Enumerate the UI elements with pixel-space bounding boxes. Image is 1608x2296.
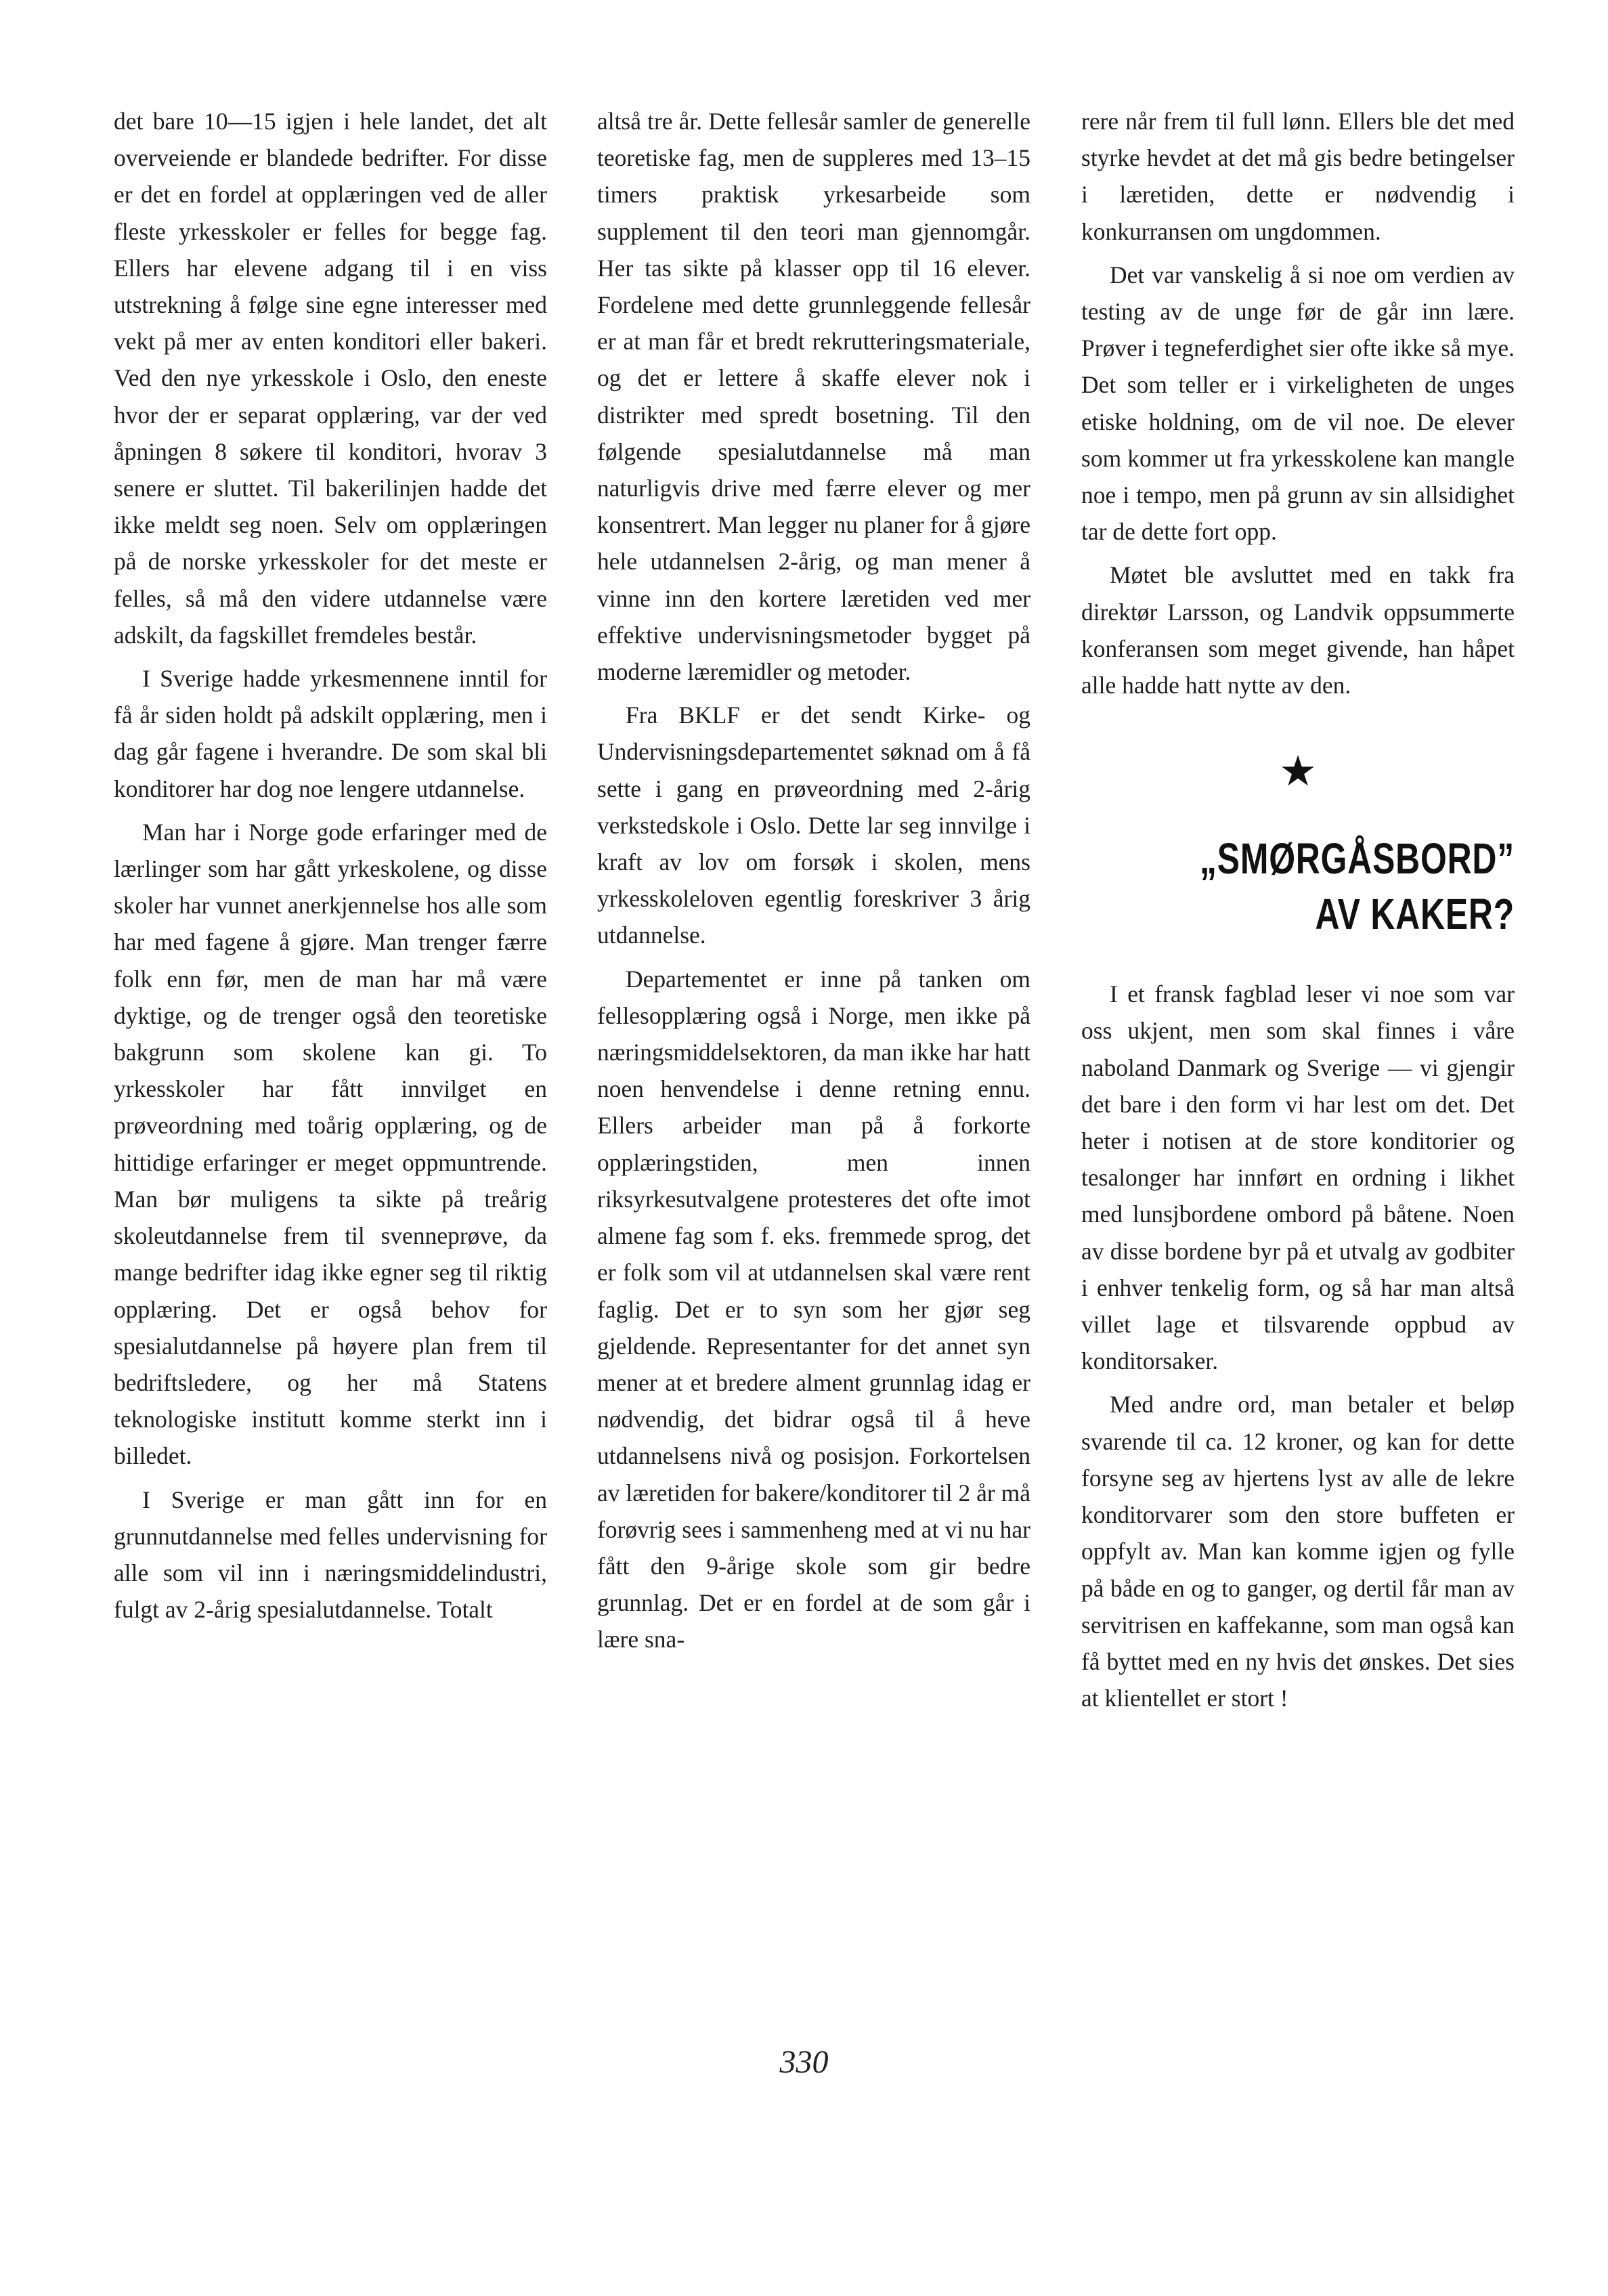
text-column-right	[1081, 103, 1515, 1716]
paragraph: Det var vanskelig å si noe om verdien av testing av de unge før de går inn lære. Prøver i tegneferdighet sier ofte ikke så mye. Det som teller er i virkeligheten de unges etiske holdning, om de vil noe. De elever som kommer ut fra yrkesskolene kan mangle noe i tempo, men på grunn av sin allsidighet tar de dette fort opp.	[1081, 261, 1515, 546]
paragraph: rere når frem til full lønn. Ellers ble det med styrke hevdet at det må gis bedre betingelser i læretiden, dette er nødvendig i konkurransen om ungdommen.	[1081, 108, 1515, 245]
paragraph: Man har i Norge gode erfaringer med de lærlinger som har gått yrkeskolene, og disse skoler har vunnet anerkjennelse hos alle som har med fagene å gjøre. Man trenger færre folk enn før, men de man har må være dyktige, og de trenger også den teoretiske bakgrunn som skolene kan gi. To yrkesskoler har fått innvilget en prøveordning med toårig opplæring, og de hittidige erfaringer er meget oppmuntrende. Man bør muligens ta sikte på treårig skoleutdannelse frem til svenneprøve, da mange bedrifter idag ikke egner seg til riktig opplæring. Det er også behov for spesialutdannelse på høyere plan frem til bedriftsledere, og her må Statens teknologiske institutt komme sterkt inn i billedet.	[114, 818, 547, 1470]
paragraph: altså tre år. Dette fellesår samler de generelle teoretiske fag, men de suppleres med 13–15 timers praktisk yrkesarbeide som supplement til den teori man gjennomgår. Her tas sikte på klasser opp til 16 elever. Fordelene med dette grunnleggende fellesår er at man får et bredt rekrutteringsmateriale, og det er lettere å skaffe elever nok i distrikter med spredt bosetning. Til den følgende spesialutdannelse må man naturligvis drive med færre elever og mer konsentrert. Man legger nu planer for å gjøre hele utdannelsen 2-årig, og man mener å vinne inn den kortere læretiden ved mer effektive undervisningsmetoder bygget på moderne læremidler og metoder.	[597, 108, 1030, 686]
article-heading	[1177, 831, 1515, 942]
article-paragraph: Med andre ord, man betaler et beløp svarende til ca. 12 kroner, og kan for dette forsyne seg av hjertens lyst av alle de lekre konditorvarer som den store buffeten er oppfylt av. Man kan komme igjen og fylle på både en og to ganger, og dertil får man av servitrisen en kaffekanne, som man også kan få byttet med en ny hvis det ønskes. Det sies at klientellet er stort !	[1081, 1391, 1515, 1712]
text-column-left	[114, 103, 547, 1628]
article-heading-line-2: AV KAKER?	[1315, 890, 1515, 939]
article-paragraph: I et fransk fagblad leser vi noe som var oss ukjent, men som skal finnes i våre naboland Danmark og Sverige — vi gjengir det bare i den form vi har lest om det. Det heter i notisen at de store konditorier og tesalonger har innført en ordning i likhet med lunsjbordene ombord på båtene. Noen av disse bordene byr på et utvalg av godbiter i enhver tenkelig form, og så har man altså villet lage et tilsvarende oppbud av konditorsaker.	[1081, 980, 1515, 1375]
paragraph: Departementet er inne på tanken om fellesopplæring også i Norge, men ikke på næringsmiddelsektoren, da man ikke har hatt noen henvendelse i denne retning ennu. Ellers arbeider man på å forkorte opplæringstiden, men innen riksyrkesutvalgene protesteres det ofte imot almene fag som f. eks. fremmede sprog, det er folk som vil at utdannelsen skal være rent faglig. Det er to syn som her gjør seg gjeldende. Representanter for det annet syn mener at et bredere alment grunnlag idag er nødvendig, det bidrar også til å heve utdannelsens nivå og posisjon. Forkortelsen av læretiden for bakere/konditorer til 2 år må forøvrig sees i sammenheng med at vi nu har fått den 9-årige skole som gir bedre grunnlag. Det er en fordel at de som går i lære sna-	[597, 965, 1030, 1653]
article-heading-line-1: „SMØRGÅSBORD”	[1200, 834, 1515, 884]
paragraph: I Sverige er man gått inn for en grunnutdannelse med felles undervisning for alle som vil inn i næringsmiddelindustri, fulgt av 2-årig spesialutdannelse. Totalt	[114, 1486, 547, 1624]
paragraph: I Sverige hadde yrkesmennene inntil for få år siden holdt på adskilt opplæring, men i dag går fagene i hverandre. De som skal bli konditorer har dog noe lengere utdannelse.	[114, 665, 547, 802]
paragraph: Møtet ble avsluttet med en takk fra direktør Larsson, og Landvik oppsummerte konferansen som meget givende, han håpet alle hadde hatt nytte av den.	[1081, 561, 1515, 699]
paragraph: Fra BKLF er det sendt Kirke- og Undervisningsdepartementet søknad om å få sette i gang en prøveordning med 2-årig verkstedskole i Oslo. Dette lar seg innvilge i kraft av lov om forsøk i skolen, mens yrkesskoleloven egentlig foreskriver 3 årig utdannelse.	[597, 701, 1030, 949]
star-icon: ★	[1279, 749, 1317, 796]
page-number: 330	[779, 2044, 829, 2080]
paragraph: det bare 10—15 igjen i hele landet, det alt overveiende er blandede bedrifter. For disse er det en fordel at opplæringen ved de aller fleste yrkesskoler er felles for begge fag. Ellers har elevene adgang til i en viss utstrekning å følge sine egne interesser med vekt på mer av enten konditori eller bakeri. Ved den nye yrkesskole i Oslo, den eneste hvor der er separat opplæring, var der ved åpningen 8 søkere til konditori, hvorav 3 senere er sluttet. Til bakerilinjen hadde det ikke meldt seg noen. Selv om opplæringen på de norske yrkesskoler for det meste er felles, så må den videre utdannelse være adskilt, da fagskillet fremdeles består.	[114, 108, 547, 649]
text-column-middle	[597, 103, 1030, 1658]
